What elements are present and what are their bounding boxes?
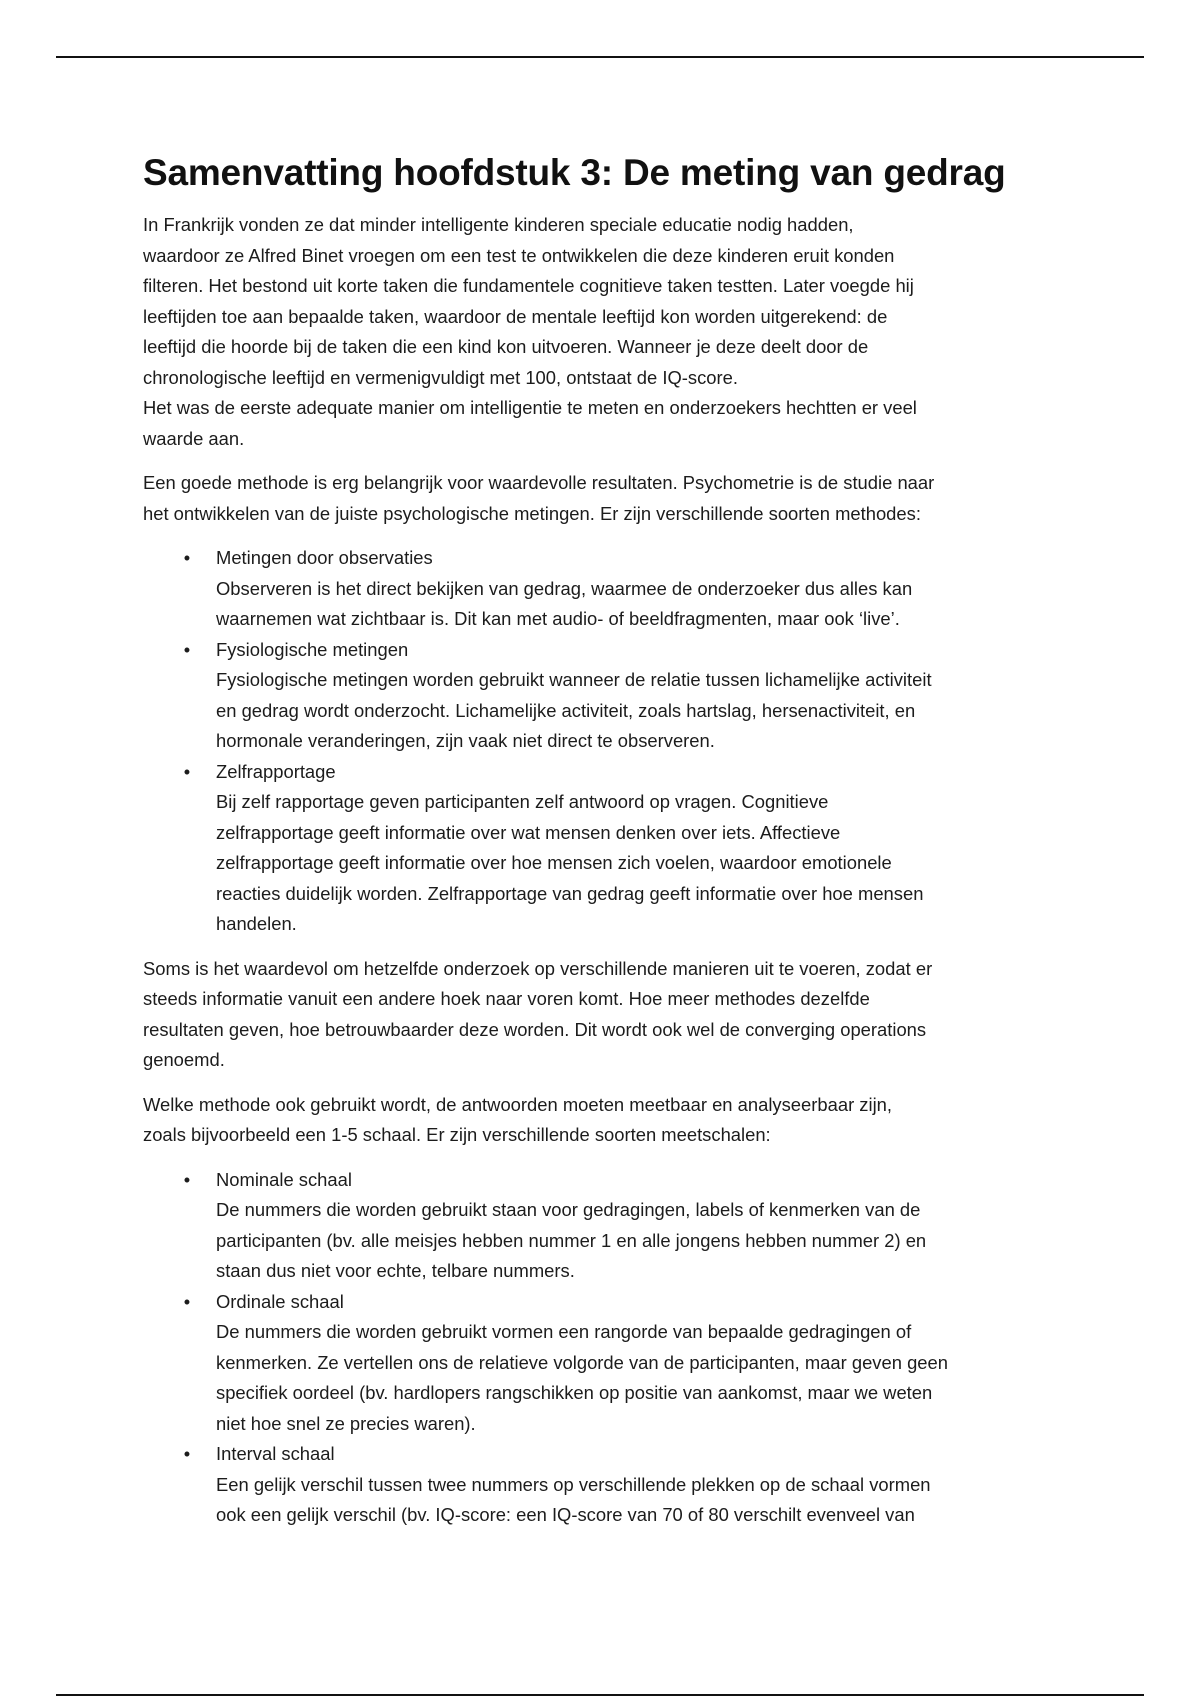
header-rule (56, 56, 1144, 58)
list-item (143, 1439, 1063, 1531)
bullet-icon: • (183, 1443, 191, 1464)
method-title: Fysiologische metingen (216, 638, 409, 660)
text-line: reacties duidelijk worden. Zelfrapportage van gedrag geeft informatie over hoe mensen (216, 882, 924, 904)
bullet-icon: • (183, 760, 191, 782)
converging-paragraph (143, 954, 1063, 1076)
text-line: Observeren is het direct bekijken van gedrag, waarmee de onderzoeker dus alles kan (216, 577, 913, 599)
scales-list (143, 1165, 1063, 1531)
list-item (143, 635, 1063, 757)
text-line: het ontwikkelen van de juiste psychologische metingen. Er zijn verschillende soorten methodes: (143, 502, 921, 524)
text-line: Een gelijk verschil tussen twee nummers op verschillende plekken op de schaal vormen (216, 1473, 931, 1495)
method-title: Metingen door observaties (216, 547, 433, 568)
scale-description (216, 1195, 1063, 1287)
text-line: kenmerken. Ze vertellen ons de relatieve volgorde van de participanten, maar geven geen (216, 1351, 948, 1373)
document-page (143, 142, 1063, 1545)
text-line: De nummers die worden gebruikt vormen een rangorde van bepaalde gedragingen of (216, 1321, 912, 1342)
text-line: ook een gelijk verschil (bv. IQ-score: een IQ-score van 70 of 80 verschilt evenveel van (216, 1504, 915, 1525)
text-line: filteren. Het bestond uit korte taken die fundamentele cognitieve taken testten. Later voegde hij (143, 275, 914, 296)
text-line: leeftijd die hoorde bij de taken die een kind kon uitvoeren. Wanneer je deze deelt door de (143, 336, 869, 357)
text-line: steeds informatie vanuit een andere hoek naar voren komt. Hoe meer methodes dezelfde (143, 988, 870, 1009)
intro-paragraph (143, 210, 1063, 454)
text-line: leeftijden toe aan bepaalde taken, waardoor de mentale leeftijd kon worden uitgerekend: de (143, 305, 888, 327)
text-line: waarnemen wat zichtbaar is. Dit kan met audio- of beeldfragmenten, maar ook ‘live’. (216, 608, 900, 629)
document-title: Samenvatting hoofdstuk 3: De meting van gedrag (143, 152, 1006, 193)
text-line: specifiek oordeel (bv. hardlopers rangschikken op positie van aankomst, maar we weten (216, 1382, 933, 1403)
text-line: Het was de eerste adequate manier om intelligentie te meten en onderzoekers hechtten er veel (143, 397, 917, 418)
method-title: Zelfrapportage (216, 760, 336, 782)
scale-title: Ordinale schaal (216, 1290, 344, 1312)
footer-rule (56, 1694, 1144, 1696)
text-line: Fysiologische metingen worden gebruikt wanneer de relatie tussen lichamelijke activiteit (216, 669, 932, 690)
text-line: zoals bijvoorbeeld een 1-5 schaal. Er zijn verschillende soorten meetschalen: (143, 1124, 771, 1145)
text-line: niet hoe snel ze precies waren). (216, 1412, 476, 1434)
text-line: In Frankrijk vonden ze dat minder intelligente kinderen speciale educatie nodig hadden, (143, 214, 854, 235)
list-item (143, 1165, 1063, 1287)
text-line: De nummers die worden gebruikt staan voor gedragingen, labels of kenmerken van de (216, 1199, 921, 1220)
bullet-icon: • (183, 547, 191, 568)
bullet-icon: • (183, 638, 191, 660)
methods-list (143, 543, 1063, 940)
list-item (143, 1287, 1063, 1440)
text-line: Welke methode ook gebruikt wordt, de antwoorden moeten meetbaar en analyseerbaar zijn, (143, 1093, 893, 1115)
scale-description (216, 1470, 1063, 1531)
text-line: Soms is het waardevol om hetzelfde onderzoek op verschillende manieren uit te voeren, zodat er (143, 957, 933, 979)
text-line: waardoor ze Alfred Binet vroegen om een test te ontwikkelen die deze kinderen eruit konden (143, 244, 895, 266)
scales-intro-paragraph (143, 1090, 1063, 1151)
methods-intro-paragraph (143, 468, 1063, 529)
text-line: chronologische leeftijd en vermenigvuldigt met 100, ontstaat de IQ-score. (143, 366, 738, 388)
text-line: handelen. (216, 913, 297, 934)
bullet-icon: • (183, 1168, 191, 1190)
method-description (216, 787, 1063, 940)
text-line: participanten (bv. alle meisjes hebben nummer 1 en alle jongens hebben nummer 2) en (216, 1229, 927, 1251)
text-line: waarde aan. (143, 427, 245, 449)
method-description (216, 665, 1063, 757)
text-line: Bij zelf rapportage geven participanten zelf antwoord op vragen. Cognitieve (216, 791, 829, 812)
method-description (216, 574, 1063, 635)
list-item (143, 757, 1063, 940)
scale-title: Interval schaal (216, 1443, 335, 1464)
text-line: hormonale veranderingen, zijn vaak niet direct te observeren. (216, 730, 715, 751)
text-line: zelfrapportage geeft informatie over wat mensen denken over iets. Affectieve (216, 821, 841, 843)
text-line: en gedrag wordt onderzocht. Lichamelijke activiteit, zoals hartslag, hersenactiviteit, en (216, 699, 916, 721)
text-line: resultaten geven, hoe betrouwbaarder deze worden. Dit wordt ook wel de converging operations (143, 1018, 927, 1040)
text-line: genoemd. (143, 1049, 225, 1070)
scale-description (216, 1317, 1063, 1439)
text-line: zelfrapportage geeft informatie over hoe mensen zich voelen, waardoor emotionele (216, 852, 892, 873)
text-line: staan dus niet voor echte, telbare nummers. (216, 1260, 575, 1281)
scale-title: Nominale schaal (216, 1168, 352, 1190)
list-item (143, 543, 1063, 635)
text-line: Een goede methode is erg belangrijk voor waardevolle resultaten. Psychometrie is de studie naar (143, 472, 935, 493)
bullet-icon: • (183, 1290, 191, 1312)
